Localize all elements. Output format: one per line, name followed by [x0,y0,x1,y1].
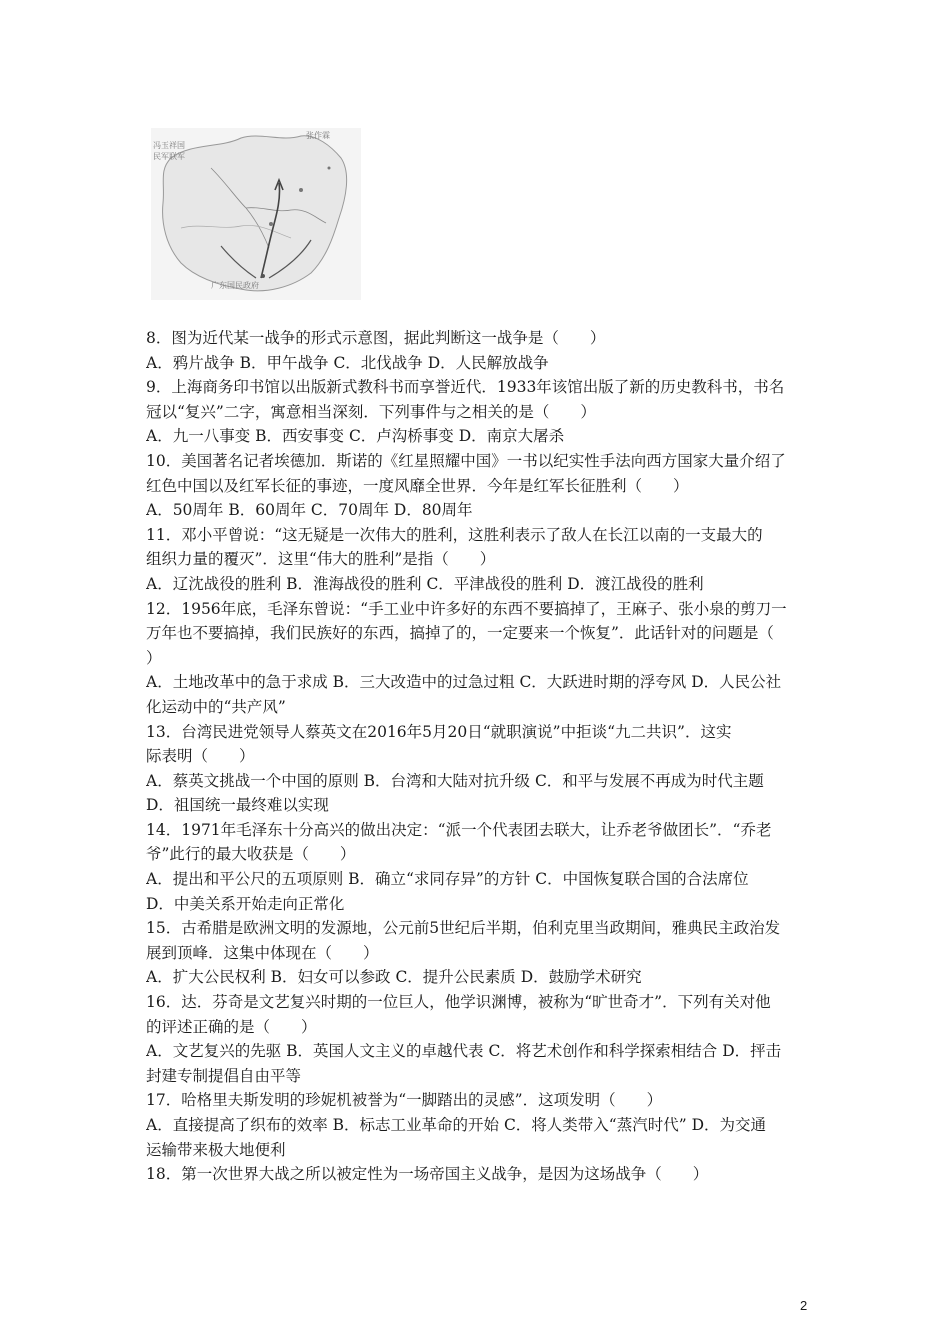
text-line: D．中美关系开始走向正常化 [146,894,345,913]
question-text [146,326,816,1187]
text-line: A．50周年 B．60周年 C．70周年 D．80周年 [146,501,473,520]
text-line: 16．达．芬奇是文艺复兴时期的一位巨人，他学识渊博，被称为“旷世奇才”．下列有关对他 [146,993,771,1012]
text-line: 15．古希腊是欧洲文明的发源地，公元前5世纪后半期，伯利克里当政期间，雅典民主政治发 [146,919,781,938]
text-line: 13．台湾民进党领导人蔡英文在2016年5月20日“就职演说”中拒谈“九二共识”．这实 [146,722,732,741]
map-label-bottom: 广东国民政府 [211,281,259,290]
text-line: 万年也不要搞掉，我们民族好的东西，搞掉了的，一定要来一个恢复”．此话针对的问题是（ [146,624,774,643]
text-line: 化运动中的“共产风” [146,697,286,716]
text-line: 14．1971年毛泽东十分高兴的做出决定：“派一个代表团去联大，让乔老爷做团长”．“乔老 [146,820,772,839]
text-line: ） [146,648,162,667]
text-line: 10．美国著名记者埃德加．斯诺的《红星照耀中国》一书以纪实性手法向西方国家大量介绍了 [146,451,786,470]
war-map-figure [151,128,361,300]
text-line: 际表明（ ） [146,747,255,766]
map-label-left-2: 民军联军 [153,152,185,161]
text-line: A．提出和平公尺的五项原则 B．确立“求同存异”的方针 C．中国恢复联合国的合法席位 [146,870,749,889]
text-line: 组织力量的覆灭”．这里“伟大的胜利”是指（ ） [146,550,496,569]
map-label-top-right: 张作霖 [306,131,330,140]
text-line: 的评述正确的是（ ） [146,1017,317,1036]
text-line: 展到顶峰．这集中体现在（ ） [146,943,379,962]
text-line: 11．邓小平曾说：“这无疑是一次伟大的胜利，这胜利表示了敌人在长江以南的一支最大的 [146,525,763,544]
text-line: 运输带来极大地便利 [146,1140,286,1159]
text-line: A．蔡英文挑战一个中国的原则 B．台湾和大陆对抗升级 C．和平与发展不再成为时代主题 [146,771,764,790]
text-line: A．直接提高了织布的效率 B．标志工业革命的开始 C．将人类带入“蒸汽时代” D．为交通 [146,1116,767,1134]
page-number: 2 [800,1298,808,1313]
text-line: A．九一八事变 B．西安事变 C．卢沟桥事变 D．南京大屠杀 [146,427,565,446]
text-line: A．文艺复兴的先驱 B．英国人文主义的卓越代表 C．将艺术创作和科学探索相结合 D．抨击 [146,1042,782,1061]
text-line: 冠以“复兴”二字，寓意相当深刻．下列事件与之相关的是（ ） [146,402,596,421]
text-line: D．祖国统一最终难以实现 [146,796,329,815]
text-line: 8．图为近代某一战争的形式示意图，据此判断这一战争是（ ） [146,329,606,347]
text-line: A．土地改革中的急于求成 B．三大改造中的过急过粗 C．大跃进时期的浮夸风 D．人民公社 [146,673,782,692]
text-line: 9．上海商务印书馆以出版新式教科书而享誉近代．1933年该馆出版了新的历史教科书，书名 [146,378,785,397]
text-line: 18．第一次世界大战之所以被定性为一场帝国主义战争，是因为这场战争（ ） [146,1165,709,1184]
text-line: 12．1956年底，毛泽东曾说：“手工业中许多好的东西不要搞掉了，王麻子、张小泉的剪刀一 [146,599,787,618]
text-line: A．扩大公民权利 B．妇女可以参政 C．提升公民素质 D．鼓励学术研究 [146,968,642,987]
map-illustration [151,128,361,300]
text-line: 17．哈格里夫斯发明的珍妮机被誉为“一脚踏出的灵感”．这项发明（ ） [146,1091,663,1110]
map-label-left-1: 冯玉祥国 [153,141,185,150]
text-line: 红色中国以及红军长征的事迹，一度风靡全世界．今年是红军长征胜利（ ） [146,476,689,495]
text-line: 爷”此行的最大收获是（ ） [146,845,356,864]
text-line: A．辽沈战役的胜利 B．淮海战役的胜利 C．平津战役的胜利 D．渡江战役的胜利 [146,574,704,593]
text-line: 封建专制提倡自由平等 [146,1066,302,1085]
text-line: A．鸦片战争 B．甲午战争 C．北伐战争 D．人民解放战争 [146,353,549,372]
